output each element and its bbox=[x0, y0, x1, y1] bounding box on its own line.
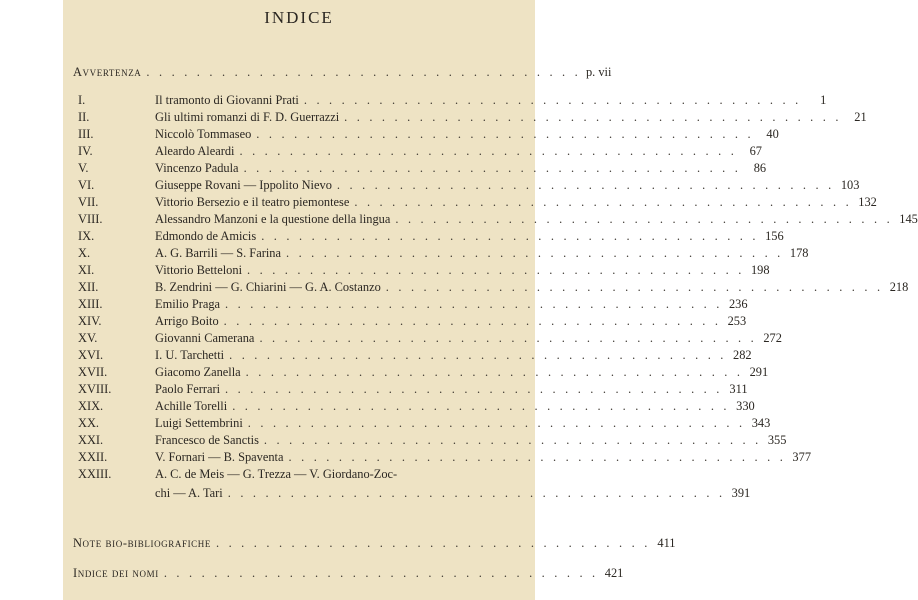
chapter-number: XIV. bbox=[78, 314, 102, 328]
chapter-number: XVI. bbox=[78, 348, 104, 362]
chapter-page-number: 282 bbox=[733, 348, 752, 362]
leader-dots: . . . . . . . . . . . . . . . . . . . . . . . . . . . . . . . . . . . bbox=[163, 566, 599, 580]
chapter-page-number: 103 bbox=[840, 178, 860, 192]
leader-dots: . . . . . . . . . . . . . . . . . . . . . . . . . . . . . . . . . . . . . . . . bbox=[395, 212, 893, 226]
leader-dots: . . . . . . . . . . . . . . . . . . . . . . . . . . . . . . . . . . . . . . . . bbox=[247, 416, 746, 430]
toc-page-number: p. vii bbox=[585, 65, 612, 79]
chapter-page-number: 198 bbox=[750, 263, 770, 277]
leader-dots: . . . . . . . . . . . . . . . . . . . . . . . . . . . . . . . . . . . . . . . . bbox=[243, 161, 742, 175]
leader-dots: . . . . . . . . . . . . . . . . . . . . . . . . . . . . . . . . . . . . . . . . bbox=[232, 399, 730, 413]
toc-chapter-entry bbox=[73, 228, 784, 245]
leader-dots: . . . . . . . . . . . . . . . . . . . . . . . . . . . . . . . . . . . . . . . . bbox=[285, 246, 784, 260]
toc-chapter-entry bbox=[73, 194, 877, 211]
toc-chapter-entry bbox=[73, 364, 769, 381]
toc-entry-title: Avvertenza bbox=[73, 65, 142, 79]
chapter-number: IV. bbox=[78, 144, 93, 158]
toc-chapter-entry bbox=[73, 398, 755, 415]
chapter-page-number: 1 bbox=[820, 93, 827, 107]
chapter-title: A. G. Barrili — S. Farina bbox=[155, 246, 281, 260]
toc-chapter-entry bbox=[73, 313, 747, 330]
toc-entry-title: Note bio-bibliografiche bbox=[73, 536, 211, 550]
leader-dots: . . . . . . . . . . . . . . . . . . . . . . . . . . . . . . . . . . . . . . . . bbox=[225, 297, 723, 311]
toc-chapter-entry bbox=[73, 330, 782, 347]
chapter-page-number: 67 bbox=[749, 144, 762, 158]
chapter-page-number: 21 bbox=[854, 110, 867, 124]
chapter-page-number: 253 bbox=[727, 314, 747, 328]
toc-front-entry bbox=[73, 64, 612, 81]
toc-back-entry bbox=[73, 565, 624, 582]
chapter-title: Gli ultimi romanzi di F. D. Guerrazzi bbox=[155, 110, 340, 124]
chapter-title: Paolo Ferrari bbox=[155, 382, 221, 396]
chapter-title: Luigi Settembrini bbox=[155, 416, 243, 430]
chapter-number: XVIII. bbox=[78, 382, 112, 396]
chapter-page-number: 330 bbox=[736, 399, 755, 413]
chapter-title: V. Fornari — B. Spaventa bbox=[155, 450, 284, 464]
toc-chapter-entry bbox=[73, 466, 525, 483]
toc-chapter-entry bbox=[73, 415, 771, 432]
chapter-title: A. C. de Meis — G. Trezza — V. Giordano-Zoc- bbox=[155, 467, 398, 481]
chapter-number: II. bbox=[78, 110, 90, 124]
chapter-number: XXIII. bbox=[78, 467, 112, 481]
chapter-title: Il tramonto di Giovanni Prati bbox=[155, 93, 299, 107]
leader-dots: . . . . . . . . . . . . . . . . . . . . . . . . . . . . . . . . . . . bbox=[215, 536, 651, 550]
chapter-number: XI. bbox=[78, 263, 95, 277]
chapter-title: Achille Torelli bbox=[155, 399, 228, 413]
toc-back-entry bbox=[73, 535, 676, 552]
leader-dots: . . . . . . . . . . . . . . . . . . . . . . . . . . . . . . . . . . . . . . . . bbox=[263, 433, 762, 447]
toc-page-number: 421 bbox=[604, 566, 624, 580]
chapter-number: IX. bbox=[78, 229, 95, 243]
chapter-title: Aleardo Aleardi bbox=[155, 144, 235, 158]
leader-dots: . . . . . . . . . . . . . . . . . . . . . . . . . . . . . . . . . . . . . . . . bbox=[247, 263, 745, 277]
chapter-title: Giacomo Zanella bbox=[155, 365, 241, 379]
toc-page-number: 411 bbox=[657, 536, 676, 550]
chapter-number: XV. bbox=[78, 331, 98, 345]
page-title: INDICE bbox=[264, 8, 334, 27]
chapter-page-number: 272 bbox=[763, 331, 782, 345]
chapter-number: VI. bbox=[78, 178, 95, 192]
toc-chapter-entry bbox=[73, 245, 809, 262]
leader-dots: . . . . . . . . . . . . . . . . . . . . . . . . . . . . . . . . . . . . . . . . bbox=[354, 195, 852, 209]
chapter-title: Alessandro Manzoni e la questione della lingua bbox=[155, 212, 391, 226]
chapter-title: Francesco de Sanctis bbox=[155, 433, 259, 447]
chapter-title: Vincenzo Padula bbox=[155, 161, 239, 175]
book-page bbox=[63, 0, 918, 600]
chapter-page-number: 343 bbox=[751, 416, 771, 430]
chapter-page-number: 178 bbox=[789, 246, 809, 260]
chapter-page-number: 132 bbox=[858, 195, 877, 209]
chapter-page-number: 311 bbox=[729, 382, 748, 396]
leader-dots: . . . . . . . . . . . . . . . . . . . . . . . . . . . . . . . . . . . . . . . . bbox=[344, 110, 842, 124]
chapter-page-number: 377 bbox=[792, 450, 812, 464]
chapter-title: Giuseppe Rovani — Ippolito Nievo bbox=[155, 178, 332, 192]
chapter-page-number: 145 bbox=[899, 212, 918, 226]
chapter-page-number: 218 bbox=[889, 280, 909, 294]
leader-dots: . . . . . . . . . . . . . . . . . . . . . . . . . . . . . . . . . . . . . . . . bbox=[261, 229, 759, 243]
chapter-number: XXI. bbox=[78, 433, 104, 447]
chapter-number: XII. bbox=[78, 280, 99, 294]
toc-chapter-entry bbox=[73, 160, 767, 177]
chapter-title: Emilio Praga bbox=[155, 297, 221, 311]
toc-chapter-entry bbox=[73, 279, 909, 296]
leader-dots: . . . . . . . . . . . . . . . . . . . . . . . . . . . . . . . . . . . . . . . . bbox=[239, 144, 737, 158]
toc-chapter-entry bbox=[73, 109, 867, 126]
toc-chapter-entry bbox=[73, 432, 787, 449]
chapter-number: XXII. bbox=[78, 450, 108, 464]
chapter-number: XIX. bbox=[78, 399, 104, 413]
toc-chapter-entry bbox=[73, 347, 752, 364]
chapter-page-number: 156 bbox=[765, 229, 784, 243]
chapter-number: XX. bbox=[78, 416, 99, 430]
chapter-title: Edmondo de Amicis bbox=[155, 229, 257, 243]
leader-dots: . . . . . . . . . . . . . . . . . . . . . . . . . . . . . . . . . . . . . . . . bbox=[288, 450, 787, 464]
chapter-title: Niccolò Tommaseo bbox=[155, 127, 252, 141]
chapter-page-number: 86 bbox=[753, 161, 767, 175]
toc-chapter-entry bbox=[73, 177, 860, 194]
toc-chapter-entry-continued bbox=[73, 485, 751, 502]
leader-dots: . . . . . . . . . . . . . . . . . . . . . . . . . . . . . . . . . . . . . . . . bbox=[256, 127, 754, 141]
chapter-page-number: 355 bbox=[767, 433, 787, 447]
leader-dots: . . . . . . . . . . . . . . . . . . . . . . . . . . . . . . . . . . . . . . . . bbox=[385, 280, 884, 294]
chapter-title: Vittorio Bersezio e il teatro piemontese bbox=[155, 195, 350, 209]
toc-chapter-entry bbox=[73, 262, 770, 279]
leader-dots: . . . . . . . . . . . . . . . . . . . . . . . . . . . . . . . . . . . . . . . . bbox=[245, 365, 744, 379]
chapter-number: XIII. bbox=[78, 297, 103, 311]
toc-entry-title: Indice dei nomi bbox=[73, 566, 159, 580]
leader-dots: . . . . . . . . . . . . . . . . . . . . . . . . . . . . . . . . . . . . . . . . bbox=[303, 93, 802, 107]
chapter-number: V. bbox=[78, 161, 89, 175]
toc-chapter-entry bbox=[73, 449, 812, 466]
chapter-number: I. bbox=[78, 93, 86, 107]
chapter-page-number: 291 bbox=[749, 365, 769, 379]
chapter-number: X. bbox=[78, 246, 91, 260]
chapter-page-number: 391 bbox=[731, 486, 751, 500]
toc-chapter-entry bbox=[73, 126, 779, 143]
leader-dots: . . . . . . . . . . . . . . . . . . . . . . . . . . . . . . . . . . . . . . . . bbox=[259, 331, 757, 345]
chapter-number: XVII. bbox=[78, 365, 108, 379]
chapter-title: I. U. Tarchetti bbox=[155, 348, 225, 362]
toc-chapter-entry bbox=[73, 92, 827, 109]
chapter-title: Giovanni Camerana bbox=[155, 331, 255, 345]
leader-dots: . . . . . . . . . . . . . . . . . . . . . . . . . . . . . . . . . . . . . . . . bbox=[223, 314, 722, 328]
chapter-page-number: 236 bbox=[728, 297, 748, 311]
chapter-title: B. Zendrini — G. Chiarini — G. A. Costanzo bbox=[155, 280, 381, 294]
leader-dots: . . . . . . . . . . . . . . . . . . . . . . . . . . . . . . . . . . . . . . . . bbox=[225, 382, 723, 396]
chapter-title-continued: chi — A. Tari bbox=[155, 486, 223, 500]
leader-dots: . . . . . . . . . . . . . . . . . . . . . . . . . . . . . . . . . . . . . . . . bbox=[336, 178, 835, 192]
chapter-number: VII. bbox=[78, 195, 99, 209]
toc-chapter-entry bbox=[73, 381, 748, 398]
toc-chapter-entry bbox=[73, 143, 762, 160]
leader-dots: . . . . . . . . . . . . . . . . . . . . . . . . . . . . . . . . . . . bbox=[146, 65, 581, 79]
chapter-title: Arrigo Boito bbox=[155, 314, 219, 328]
chapter-title: Vittorio Betteloni bbox=[155, 263, 243, 277]
chapter-number: III. bbox=[78, 127, 94, 141]
chapter-page-number: 40 bbox=[766, 127, 779, 141]
toc-chapter-entry bbox=[73, 211, 918, 228]
toc-chapter-entry bbox=[73, 296, 748, 313]
chapter-number: VIII. bbox=[78, 212, 103, 226]
leader-dots: . . . . . . . . . . . . . . . . . . . . . . . . . . . . . . . . . . . . . . . . bbox=[229, 348, 727, 362]
leader-dots: . . . . . . . . . . . . . . . . . . . . . . . . . . . . . . . . . . . . . . . . bbox=[227, 486, 726, 500]
